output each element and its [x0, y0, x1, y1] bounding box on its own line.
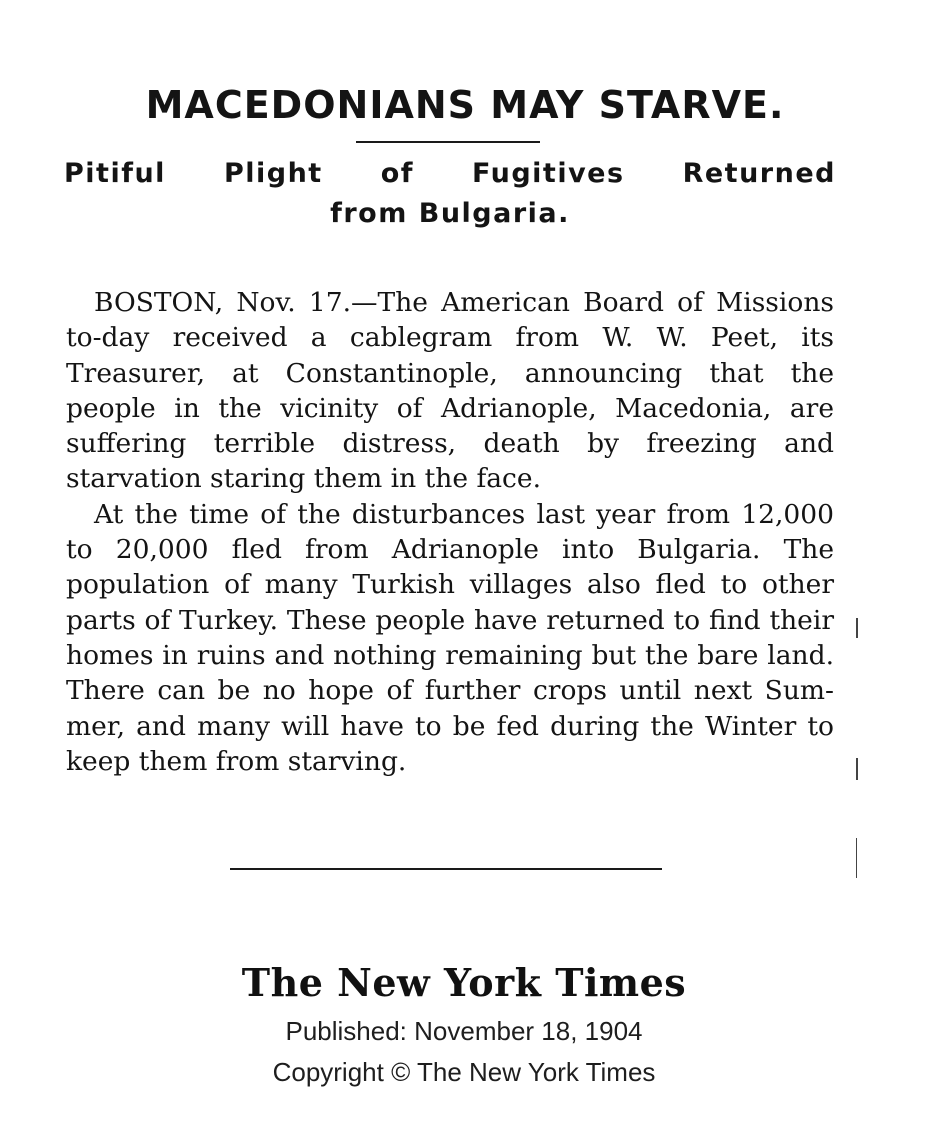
article-paragraph-1: BOSTON, Nov. 17.—The American Board of Missions to-day received a cablegram from W. W. Peet, its Treasurer, at Constantinople, announcing that the people in the vicinity of Adrianople, Macedonia, are suffering terrible distress, death by freezing and starvation staring them in the face. [66, 287, 834, 495]
scan-edge-mark [856, 618, 858, 638]
scan-edge-mark [856, 838, 857, 878]
article-paragraph-2: At the time of the disturbances last year from 12,000 to 20,000 fled from Adrianople into Bulgaria. The population of many Turkish villages also fled to other parts of Turkey. These people have returned to find their homes in ruins and nothing remaining but the bare land. There can be no hope of further crops until next Summer, and many will have to be fed during the Winter to keep them from starving. [66, 498, 834, 777]
newspaper-masthead: The New York Times [241, 960, 687, 1005]
headline-divider [356, 141, 540, 143]
subheadline-line-2: from Bulgaria. [330, 198, 570, 229]
subheadline [64, 154, 836, 234]
publication-date: Published: November 18, 1904 [285, 1016, 643, 1046]
article-body [66, 285, 834, 779]
scan-edge-mark [856, 758, 858, 780]
subheadline-line-1: Pitiful Plight of Fugitives Returned [64, 158, 836, 189]
copyright-notice: Copyright © The New York Times [272, 1057, 656, 1087]
article-end-divider [230, 868, 662, 870]
headline: MACEDONIANS MAY STARVE. [145, 83, 785, 127]
